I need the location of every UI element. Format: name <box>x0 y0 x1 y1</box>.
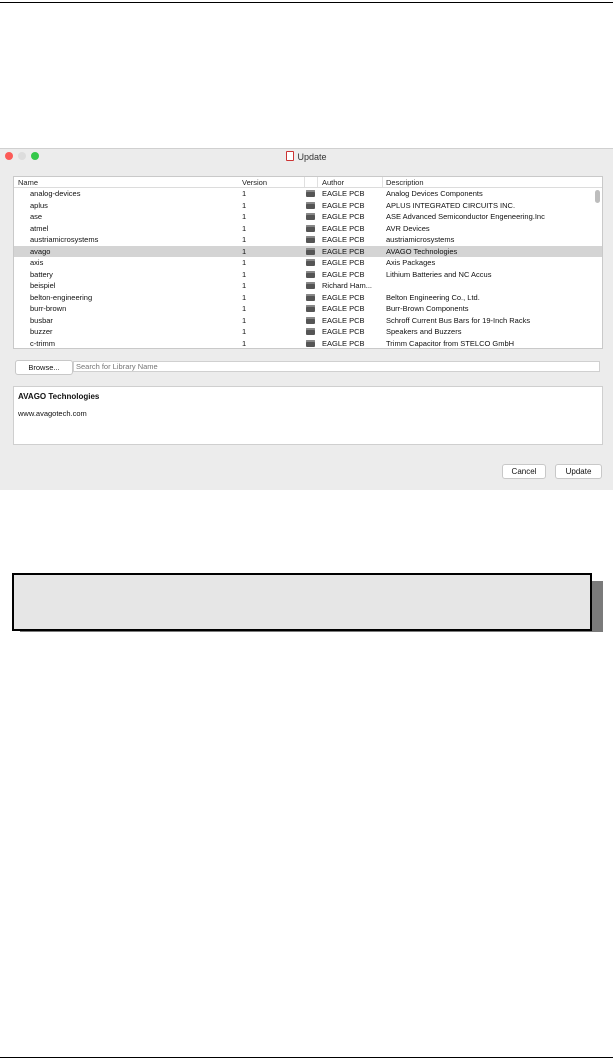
library-icon <box>306 340 315 347</box>
table-row[interactable] <box>14 269 602 281</box>
library-icon <box>306 271 315 278</box>
library-version: 1 <box>242 315 247 325</box>
window-title-text: Update <box>297 152 327 162</box>
library-icon <box>306 282 315 289</box>
library-version: 1 <box>242 235 247 244</box>
bottom-rule <box>0 1057 613 1058</box>
library-author: EAGLE PCB <box>322 304 365 313</box>
table-scrollbar[interactable] <box>595 188 600 346</box>
browse-button[interactable]: Browse... <box>15 360 73 375</box>
library-description: Schroff Current Bus Bars for 19-Inch Racks <box>386 315 531 325</box>
title-bar <box>0 149 613 163</box>
library-description: austriamicrosystems <box>386 235 455 244</box>
library-icon <box>306 225 315 232</box>
library-info-panel <box>13 386 603 445</box>
library-version: 1 <box>242 212 247 221</box>
window-title <box>0 151 613 162</box>
table-row[interactable] <box>14 234 602 246</box>
library-name: analog-devices <box>30 189 81 198</box>
library-info-title: AVAGO Technologies <box>18 392 100 401</box>
library-name: avago <box>30 246 51 256</box>
library-name: busbar <box>30 315 53 325</box>
table-row[interactable] <box>14 338 602 350</box>
library-author: EAGLE PCB <box>322 338 365 348</box>
column-header-description[interactable]: Description <box>386 178 424 187</box>
library-icon <box>306 271 315 278</box>
library-name: aplus <box>30 200 48 210</box>
library-author: EAGLE PCB <box>322 292 365 302</box>
library-icon <box>306 305 315 312</box>
library-version: 1 <box>242 200 247 210</box>
table-row[interactable] <box>14 223 602 235</box>
library-description: APLUS INTEGRATED CIRCUITS INC. <box>386 200 516 210</box>
library-version: 1 <box>242 223 247 233</box>
library-version: 1 <box>242 269 247 279</box>
library-description: Lithium Batteries and NC Accus <box>386 269 492 279</box>
library-icon <box>306 259 315 266</box>
top-rule <box>0 2 613 3</box>
library-author: EAGLE PCB <box>322 223 365 233</box>
column-divider <box>304 177 305 187</box>
library-author: Richard Ham... <box>322 281 373 290</box>
library-icon <box>306 328 315 335</box>
library-icon <box>306 202 315 209</box>
library-version: 1 <box>242 304 247 313</box>
library-icon <box>306 213 315 220</box>
library-search-input[interactable] <box>73 361 600 372</box>
library-name: austriamicrosystems <box>30 235 99 244</box>
library-version: 1 <box>242 189 247 198</box>
library-author: EAGLE PCB <box>322 269 365 279</box>
library-author: EAGLE PCB <box>322 315 365 325</box>
table-row[interactable] <box>14 280 602 292</box>
cancel-button[interactable]: Cancel <box>502 464 546 479</box>
library-icon <box>306 340 315 347</box>
update-button[interactable]: Update <box>555 464 602 479</box>
library-info-url: www.avagotech.com <box>18 409 87 418</box>
column-divider <box>317 177 318 187</box>
library-version: 1 <box>242 292 247 302</box>
library-author: EAGLE PCB <box>322 189 365 198</box>
table-row[interactable] <box>14 211 602 223</box>
library-icon <box>306 190 315 197</box>
column-header-author[interactable]: Author <box>322 178 345 187</box>
library-icon <box>306 225 315 232</box>
library-icon <box>306 236 315 243</box>
library-description: Axis Packages <box>386 258 436 267</box>
library-name: burr-brown <box>30 304 67 313</box>
library-icon <box>306 305 315 312</box>
library-icon <box>306 248 315 255</box>
scrollbar-thumb[interactable] <box>595 190 600 203</box>
library-description: Burr-Brown Components <box>386 304 469 313</box>
library-table <box>13 176 603 349</box>
library-icon <box>306 317 315 324</box>
library-version: 1 <box>242 327 247 336</box>
table-row[interactable] <box>14 188 602 200</box>
library-icon <box>306 259 315 266</box>
library-version: 1 <box>242 281 247 290</box>
library-description: Trimm Capacitor from STELCO GmbH <box>386 338 515 348</box>
library-icon <box>306 213 315 220</box>
library-icon <box>306 328 315 335</box>
table-row[interactable] <box>14 292 602 304</box>
note-box <box>12 573 592 631</box>
update-dialog <box>0 148 613 490</box>
library-icon <box>306 190 315 197</box>
library-description: ASE Advanced Semiconductor Engeneering.Inc <box>386 212 545 221</box>
library-icon <box>306 236 315 243</box>
library-description: Speakers and Buzzers <box>386 327 462 336</box>
library-description: Analog Devices Components <box>386 189 483 198</box>
library-icon <box>306 317 315 324</box>
table-row[interactable] <box>14 315 602 327</box>
table-row[interactable] <box>14 257 602 269</box>
library-icon <box>306 294 315 301</box>
table-row[interactable] <box>14 246 602 258</box>
library-author: EAGLE PCB <box>322 200 365 210</box>
library-icon <box>306 202 315 209</box>
library-description: Belton Engineering Co., Ltd. <box>386 292 480 302</box>
library-version: 1 <box>242 246 247 256</box>
library-name: atmel <box>30 223 49 233</box>
library-description: AVR Devices <box>386 223 430 233</box>
library-icon <box>306 248 315 255</box>
library-icon <box>306 294 315 301</box>
library-description: AVAGO Technologies <box>386 246 458 256</box>
library-name: c-trimm <box>30 338 55 348</box>
library-name: belton-engineering <box>30 292 93 302</box>
table-row[interactable] <box>14 303 602 315</box>
library-name: beispiel <box>30 281 56 290</box>
table-header <box>14 177 602 188</box>
library-name: buzzer <box>30 327 53 336</box>
column-header-name[interactable]: Name <box>18 178 39 187</box>
column-divider <box>382 177 383 187</box>
table-row[interactable] <box>14 200 602 212</box>
library-author: EAGLE PCB <box>322 258 365 267</box>
column-header-version[interactable]: Version <box>242 178 268 187</box>
library-author: EAGLE PCB <box>322 246 365 256</box>
library-author: EAGLE PCB <box>322 235 365 244</box>
library-name: axis <box>30 258 44 267</box>
library-author: EAGLE PCB <box>322 212 365 221</box>
library-icon <box>306 282 315 289</box>
library-version: 1 <box>242 338 247 348</box>
app-icon <box>286 151 294 161</box>
library-name: ase <box>30 212 43 221</box>
library-name: battery <box>30 269 53 279</box>
library-version: 1 <box>242 258 247 267</box>
table-body <box>14 188 602 349</box>
library-author: EAGLE PCB <box>322 327 365 336</box>
table-row[interactable] <box>14 326 602 338</box>
